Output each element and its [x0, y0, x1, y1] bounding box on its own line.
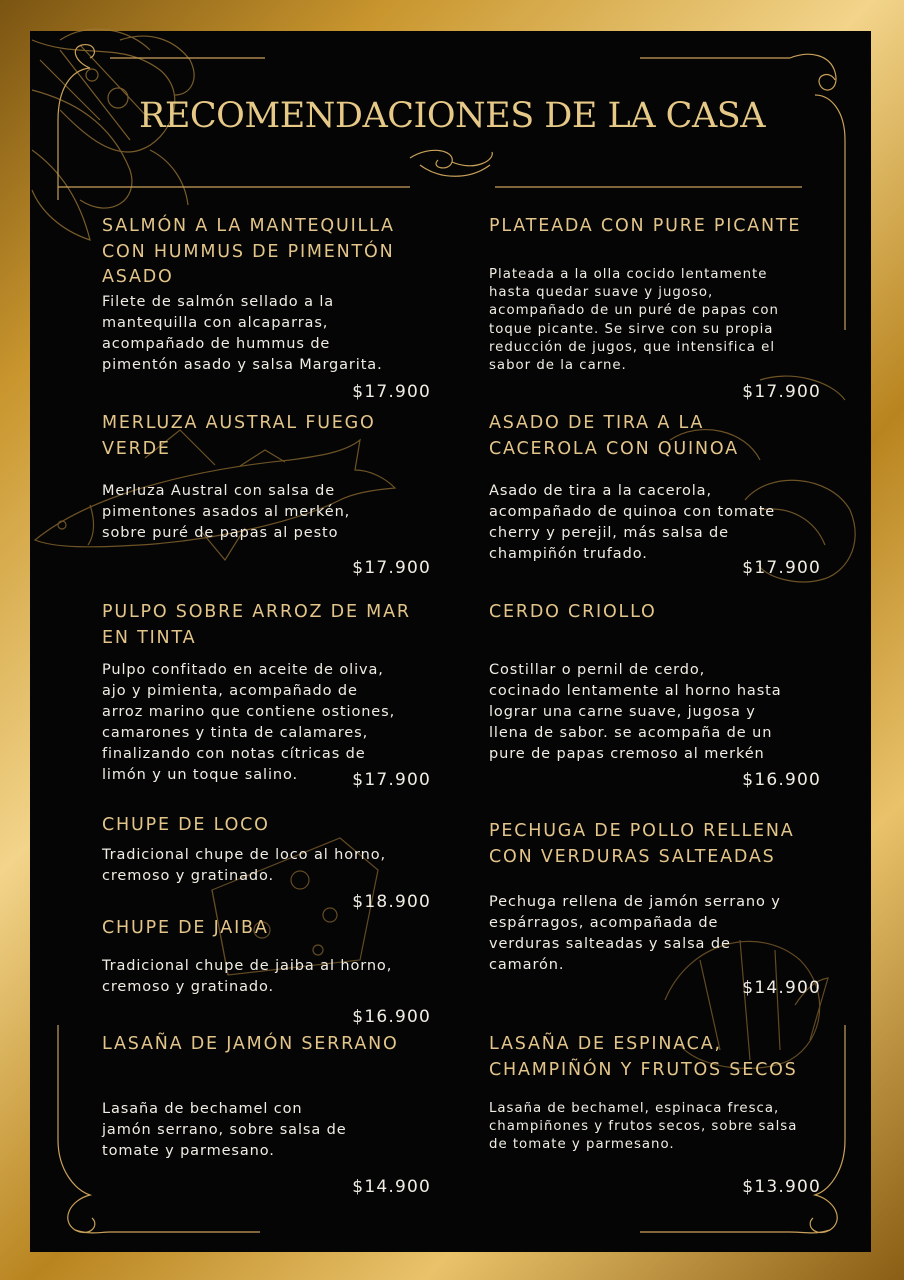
- dish-description: Pechuga rellena de jamón serrano y espárragos, acompañada de verduras salteadas y salsa de camarón.: [489, 894, 781, 973]
- dish-name: CHUPE DE LOCO: [102, 815, 270, 835]
- dish-description: Filete de salmón sellado a la mantequilla con alcaparras, acompañado de hummus de pimentón asado y salsa Margarita.: [102, 294, 383, 373]
- dish-name: CHUPE DE JAIBA: [102, 918, 269, 938]
- dish-description: Plateada a la olla cocido lentamente hasta quedar suave y jugoso, acompañado de un puré de papas con toque picante. Se sirve con su propia reducción de jugos, que intensifica el sabor de la carne.: [489, 267, 779, 374]
- dish-description: Tradicional chupe de loco al horno, cremoso y gratinado.: [102, 847, 387, 884]
- dish-name: SALMÓN A LA MANTEQUILLA CON HUMMUS DE PIMENTÓN ASADO: [102, 216, 395, 287]
- dish-price: $14.900: [742, 978, 821, 998]
- dish-description: Tradicional chupe de jaiba al horno, cremoso y gratinado.: [102, 958, 393, 995]
- dish-name: ASADO DE TIRA A LA CACEROLA CON QUINOA: [489, 413, 739, 459]
- dish-price: $17.900: [352, 382, 431, 402]
- dish-name: MERLUZA AUSTRAL FUEGO VERDE: [102, 413, 376, 459]
- dish-name: LASAÑA DE ESPINACA, CHAMPIÑÓN Y FRUTOS SECOS: [489, 1034, 798, 1080]
- dish-description: Pulpo confitado en aceite de oliva, ajo y pimienta, acompañado de arroz marino que contiene ostiones, camarones y tinta de calamares, finalizando con notas cítricas de limón y un toque salino.: [102, 662, 396, 783]
- dish-price: $17.900: [352, 558, 431, 578]
- dish-name: PLATEADA CON PURE PICANTE: [489, 216, 802, 236]
- dish-description: Lasaña de bechamel con jamón serrano, sobre salsa de tomate y parmesano.: [102, 1101, 347, 1159]
- dish-price: $14.900: [352, 1177, 431, 1197]
- dish-price: $17.900: [742, 382, 821, 402]
- dish-price: $17.900: [742, 558, 821, 578]
- dish-price: $16.900: [352, 1007, 431, 1027]
- dish-description: Asado de tira a la cacerola, acompañado de quinoa con tomate cherry y perejil, más salsa de champiñón trufado.: [489, 483, 776, 562]
- dish-price: $13.900: [742, 1177, 821, 1197]
- dish-description: Lasaña de bechamel, espinaca fresca, champiñones y frutos secos, sobre salsa de tomate y parmesano.: [489, 1101, 798, 1153]
- page-title: RECOMENDACIONES DE LA CASA: [139, 96, 765, 136]
- dish-price: $18.900: [352, 892, 431, 912]
- dish-price: $17.900: [352, 770, 431, 790]
- dish-name: CERDO CRIOLLO: [489, 602, 657, 622]
- dish-description: Costillar o pernil de cerdo, cocinado lentamente al horno hasta lograr una carne suave, jugosa y llena de sabor. se acompaña de un pure de papas cremoso al merkén: [489, 662, 782, 762]
- dish-name: PECHUGA DE POLLO RELLENA CON VERDURAS SALTEADAS: [489, 821, 795, 867]
- dish-name: LASAÑA DE JAMÓN SERRANO: [102, 1034, 399, 1054]
- dish-price: $16.900: [742, 770, 821, 790]
- dish-description: Merluza Austral con salsa de pimentones asados al merkén, sobre puré de papas al pesto: [102, 483, 351, 541]
- dish-name: PULPO SOBRE ARROZ DE MAR EN TINTA: [102, 602, 411, 648]
